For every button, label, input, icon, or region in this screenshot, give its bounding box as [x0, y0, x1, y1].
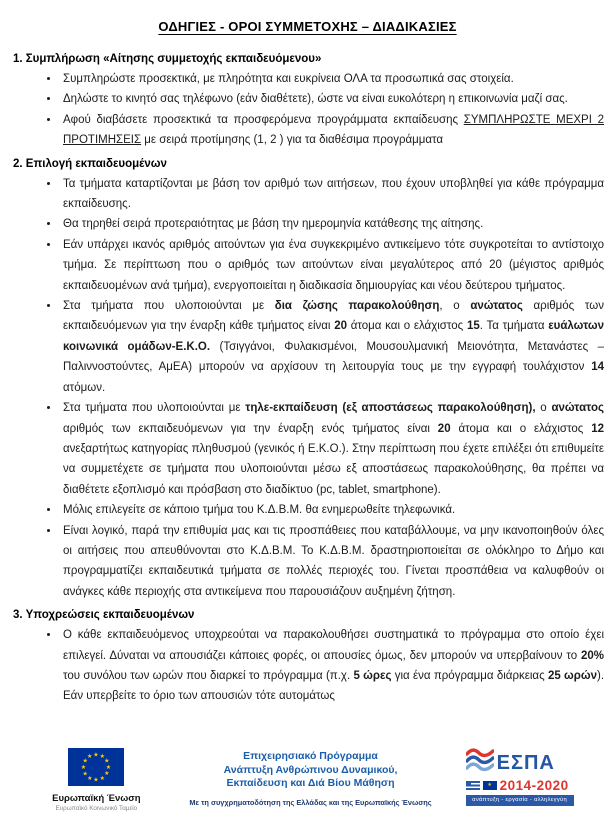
footer-logos	[0, 748, 615, 812]
svg-text:★: ★	[87, 754, 93, 761]
text-run: ανώτατος	[551, 402, 604, 415]
cofinance-note: Με τη συγχρηματοδότηση της Ελλάδας και της Ευρωπαϊκής Ένωσης	[189, 797, 432, 807]
sections	[13, 49, 604, 707]
text-run: Συμπληρώστε προσεκτικά, με πληρότητα και ευκρίνεια ΟΛΑ τα προσωπικά σας στοιχεία.	[63, 73, 514, 85]
text-run: Δηλώστε το κινητό σας τηλέφωνο (εάν διαθέτετε), ώστε να είναι ευκολότερη η επικοινωνία μαζί σας.	[63, 93, 568, 106]
espa-logo-block	[466, 748, 578, 806]
bullet-item	[60, 500, 604, 520]
program-line-3: Εκπαίδευση και Διά Βίου Μάθηση	[226, 777, 395, 789]
espa-wordmark: ΕΣΠΑ	[496, 751, 555, 774]
greek-flag-icon	[466, 781, 480, 790]
text-run: 20%	[580, 649, 604, 662]
text-run: για ένα πρόγραμμα διάρκειας	[391, 669, 548, 682]
text-run: Αφού διαβάσετε προσεκτικά τα προσφερόμενα προγράμματα εκπαίδευσης	[63, 113, 464, 126]
text-run: ευάλωτων κοινωνικά ομάδων-Ε.Κ.Ο.	[63, 320, 604, 353]
eu-flag-icon	[68, 748, 124, 791]
text-run: . Τα τμήματα	[479, 320, 549, 333]
svg-text:★: ★	[81, 765, 87, 771]
bullet-item	[60, 89, 604, 109]
text-run: ΣΥΜΠΛΗΡΩΣΤΕ ΜΕΧΡΙ 2 ΠΡΟΤΙΜΗΣΕΙΣ	[63, 113, 604, 147]
svg-text:★: ★	[99, 754, 106, 761]
text-run: 5 ώρες	[353, 669, 392, 682]
text-run: 25 ωρών	[547, 669, 597, 682]
text-run: Θα τηρηθεί σειρά προτεραιότητας με βάση την ημερομηνία κατάθεσης της αίτησης.	[63, 218, 484, 231]
text-run: 20	[437, 422, 451, 435]
text-run: δια ζώσης παρακολούθηση	[274, 300, 440, 313]
text-run: τηλε-εκπαίδευση (εξ αποστάσεως παρακολούθηση),	[245, 402, 536, 415]
eu-sublabel: Ευρωπαϊκό Κοινωνικό Ταμείο	[55, 805, 138, 812]
svg-text:★: ★	[99, 775, 106, 782]
svg-text:★: ★	[104, 771, 110, 778]
text-run: αριθμός των εκπαιδευόμενων για την έναρξη ενός τμήματος είναι	[63, 422, 438, 435]
text-run: ατόμων.	[63, 381, 106, 394]
bullet-item	[60, 521, 604, 603]
bullet-list	[13, 625, 604, 707]
text-run: Μόλις επιλεγείτε σε κάποιο τμήμα του Κ.Δ.Β.Μ. θα ενημερωθείτε τηλεφωνικά.	[63, 504, 456, 517]
text-run: αριθμός των εκπαιδευόμενων για την έναρξη κάθε τμήματος είναι	[63, 300, 604, 333]
bullet-list	[13, 174, 604, 603]
bullet-item	[60, 235, 604, 296]
eu-mini-flag-icon: ★	[483, 781, 497, 790]
svg-text:★: ★	[106, 765, 112, 771]
text-run: με σειρά προτίμησης (1, 2 ) για τα διαθέσιμα προγράμματα	[141, 134, 444, 147]
text-run: ο	[535, 402, 552, 415]
text-run: Είναι λογικό, παρά την επιθυμία μας και τις προσπάθειες που καταβάλλουμε, να μην ικανοποιηθούν όλες οι αιτήσεις που απευθύνονται στο Κ.Δ.Β.Μ. Το Κ.Δ.Β.Μ. δραστηριοποιείται σε ολόκληρο το Δήμο και προγραμματίζει εκπαιδευτικά τμήματα σε πολλές περιοχές του. Γίνεται προσπάθεια να καλυφθούν οι ανάγκες κάθε περιοχής στα αντικείμενα που παρουσιάζουν αυξημένη ζήτηση.	[63, 524, 604, 598]
section-heading: 1. Συμπλήρωση «Αίτησης συμμετοχής εκπαιδευόμενου»	[13, 53, 322, 65]
bullet-item	[60, 398, 604, 500]
bullet-list	[13, 69, 604, 151]
text-run: Εάν υπάρχει ικανός αριθμός αιτούντων για ένα συγκεκριμένο αντικείμενο τότε συγκροτείται το αντίστοιχο τμήμα. Σε περίπτωση που ο αριθμός των αιτούντων είναι μεγαλύτερος από 20 (μέγιστος αριθμός εκπαιδευομένων ανά τμήμα), ενεργοποιείται η διαδικασία δημιουργίας και νέου δεύτερου τμήματος.	[63, 238, 604, 292]
eu-label: Ευρωπαϊκή Ένωση	[52, 793, 141, 804]
text-run: 20	[334, 320, 348, 333]
svg-text:★: ★	[82, 758, 89, 765]
espa-slogan-bar: ανάπτυξη - εργασία - αλληλεγγύη	[466, 795, 574, 806]
svg-text:★: ★	[82, 771, 89, 778]
section-heading: 3. Υποχρεώσεις εκπαιδευομένων	[13, 609, 195, 622]
text-run: 15	[466, 320, 480, 333]
bullet-item	[60, 110, 604, 151]
bullet-item	[60, 296, 604, 398]
eu-logo-block	[37, 748, 155, 812]
svg-text:★: ★	[87, 775, 93, 782]
espa-waves-icon	[466, 748, 494, 777]
bullet-item	[60, 69, 604, 89]
text-run: Τα τμήματα καταρτίζονται με βάση τον αριθμό των αιτήσεων, που έχουν υποβληθεί για κάθε πρόγραμμα εκπαίδευσης.	[63, 177, 604, 211]
svg-text:★: ★	[93, 777, 100, 784]
text-run: ανεξαρτήτως κατηγορίας πληθυσμού (γενικός ή Ε.Κ.Ο.). Στην περίπτωση που έχετε επιλέξει ότι επιθυμείτε να συμμετέχετε σε τμήματα που υλοποιούνται μέσω εξ αποστάσεως παρακολούθησης, θα πρέπει να διαθέτετε εξοπλισμό και πρόσβαση στο διαδίκτυο (pc, tablet, smartphone).	[63, 442, 604, 496]
espa-period: 2014-2020	[499, 778, 569, 793]
document-body	[0, 49, 615, 707]
text-run: Στα τμήματα που υλοποιούνται με	[63, 402, 246, 415]
bullet-item	[60, 625, 604, 707]
text-run: άτομα και ο ελάχιστος	[347, 320, 467, 333]
text-run: του συνόλου των ωρών που διαρκεί το πρόγραμμα (π.χ.	[63, 669, 354, 682]
text-run: (Τσιγγάνοι, Φυλακισμένοι, Μουσουλμανική Μειονότητα, Μετανάστες – Παλιννοστούντες, ΑμΕΑ) μπορούν να αρχίσουν τη λειτουργία τους με την εγγραφή τουλάχιστον	[63, 340, 604, 374]
program-line-2: Ανάπτυξη Ανθρώπινου Δυναμικού,	[223, 763, 398, 776]
text-run: Στα τμήματα που υλοποιούνται με	[63, 300, 275, 313]
text-run: 14	[591, 361, 604, 374]
text-run: άτομα και ο ελάχιστος	[450, 422, 592, 435]
program-line-1: Επιχειρησιακό Πρόγραμμα	[243, 750, 378, 762]
text-run: Ο κάθε εκπαιδευόμενος υποχρεούται να παρακολουθήσει συστηματικά το πρόγραμμα στο οποίο έχει επιλεγεί. Δύναται να απουσιάζει κάποιες φορές, οι απουσίες όμως, δεν μπορούν να υπερβαίνουν το	[63, 629, 604, 662]
operational-program-block	[189, 748, 431, 807]
page-title: ΟΔΗΓΙΕΣ - ΟΡΟΙ ΣΥΜΜΕΤΟΧΗΣ – ΔΙΑΔΙΚΑΣΙΕΣ	[158, 19, 457, 34]
text-run: , ο	[439, 300, 471, 313]
svg-text:★: ★	[93, 752, 100, 759]
section-heading: 2. Επιλογή εκπαιδευομένων	[13, 157, 167, 170]
bullet-item	[60, 214, 604, 234]
svg-text:★: ★	[104, 758, 110, 765]
text-run: 12	[591, 422, 604, 435]
text-run: ανώτατος	[470, 300, 523, 313]
bullet-item	[60, 174, 604, 215]
text-run: ). Εάν υπερβείτε το όριο των απουσιών τότε αυτομάτως	[63, 669, 605, 703]
